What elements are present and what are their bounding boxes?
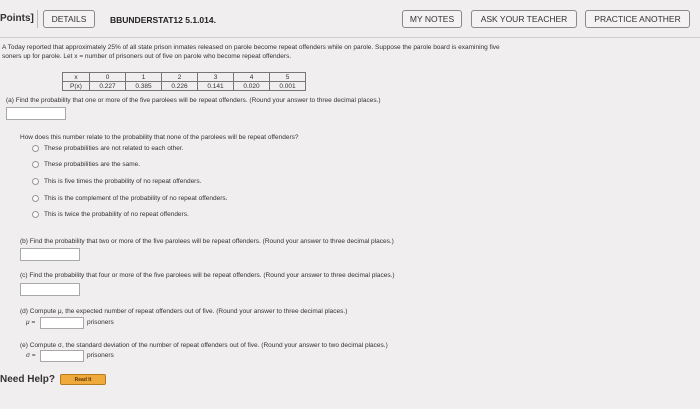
intro-line-1: A Today reported that approximately 25% of all state prison inmates released on parole become repeat offenders while on parole. Suppose the parole board is examining five bbox=[2, 44, 500, 51]
part-d-answer-input[interactable] bbox=[40, 317, 84, 329]
practice-another-button[interactable]: PRACTICE ANOTHER bbox=[585, 10, 690, 28]
my-notes-button[interactable]: MY NOTES bbox=[402, 10, 462, 28]
sigma-symbol: σ = bbox=[26, 352, 36, 359]
part-b-answer-input[interactable] bbox=[20, 248, 80, 261]
x-value: 0 bbox=[90, 73, 126, 82]
part-c-answer-input[interactable] bbox=[20, 283, 80, 296]
question-code: BBUNDERSTAT12 5.1.014. bbox=[110, 15, 216, 25]
option-label[interactable]: These probabilities are the same. bbox=[44, 161, 141, 168]
px-label: P(x) bbox=[63, 82, 90, 91]
intro-line-2: soners up for parole. Let x = number of prisoners out of five on parole who become repeat offenders. bbox=[2, 53, 292, 60]
question-intro bbox=[2, 43, 692, 61]
details-button[interactable]: DETAILS bbox=[43, 10, 95, 28]
x-label: x bbox=[63, 73, 90, 82]
need-help-label: Need Help? bbox=[0, 374, 56, 385]
x-value: 2 bbox=[162, 73, 198, 82]
part-d-unit: prisoners bbox=[87, 319, 114, 326]
option-radio[interactable] bbox=[32, 195, 39, 202]
x-value: 4 bbox=[234, 73, 270, 82]
part-b-question: (b) Find the probability that two or more of the five parolees will be repeat offenders. (Round your answer to three decimal places.) bbox=[20, 238, 394, 245]
option-label[interactable]: This is the complement of the probability of no repeat offenders. bbox=[44, 195, 228, 202]
option-radio[interactable] bbox=[32, 211, 39, 218]
mu-symbol: μ = bbox=[26, 319, 36, 326]
px-value: 0.226 bbox=[162, 82, 198, 91]
relate-question: How does this number relate to the probability that none of the parolees will be repeat offenders? bbox=[20, 134, 299, 141]
part-e-question: (e) Compute σ, the standard deviation of the number of repeat offenders out of five. (Round your answer to two decimal places.) bbox=[20, 342, 388, 349]
part-e-unit: prisoners bbox=[87, 352, 114, 359]
option-radio[interactable] bbox=[32, 145, 39, 152]
option-label[interactable]: This is twice the probability of no repeat offenders. bbox=[44, 211, 189, 218]
part-a-answer-input[interactable] bbox=[6, 107, 66, 120]
option-label[interactable]: These probabilities are not related to each other. bbox=[44, 145, 184, 152]
option-radio[interactable] bbox=[32, 178, 39, 185]
px-value: 0.020 bbox=[234, 82, 270, 91]
option-radio[interactable] bbox=[32, 161, 39, 168]
px-value: 0.385 bbox=[126, 82, 162, 91]
part-c-question: (c) Find the probability that four or more of the five parolees will be repeat offenders. (Round your answer to three decimal places.) bbox=[20, 272, 395, 279]
part-d-question: (d) Compute μ, the expected number of repeat offenders out of five. (Round your answer to three decimal places.) bbox=[20, 308, 348, 315]
x-row bbox=[63, 73, 306, 82]
x-value: 5 bbox=[270, 73, 306, 82]
option-label[interactable]: This is five times the probability of no repeat offenders. bbox=[44, 178, 202, 185]
header-separator bbox=[0, 37, 700, 38]
points-label: Points] bbox=[0, 13, 34, 24]
x-value: 3 bbox=[198, 73, 234, 82]
px-value: 0.227 bbox=[90, 82, 126, 91]
part-a-question: (a) Find the probability that one or more of the five parolees will be repeat offenders. (Round your answer to three decimal places.) bbox=[6, 97, 381, 104]
px-value: 0.141 bbox=[198, 82, 234, 91]
px-row bbox=[63, 82, 306, 91]
px-value: 0.001 bbox=[270, 82, 306, 91]
ask-your-teacher-button[interactable]: ASK YOUR TEACHER bbox=[471, 10, 577, 28]
read-it-button[interactable]: Read It bbox=[60, 374, 106, 385]
probability-table bbox=[62, 72, 306, 91]
x-value: 1 bbox=[126, 73, 162, 82]
header-divider bbox=[37, 10, 38, 28]
question-header bbox=[0, 0, 700, 36]
part-e-answer-input[interactable] bbox=[40, 350, 84, 362]
